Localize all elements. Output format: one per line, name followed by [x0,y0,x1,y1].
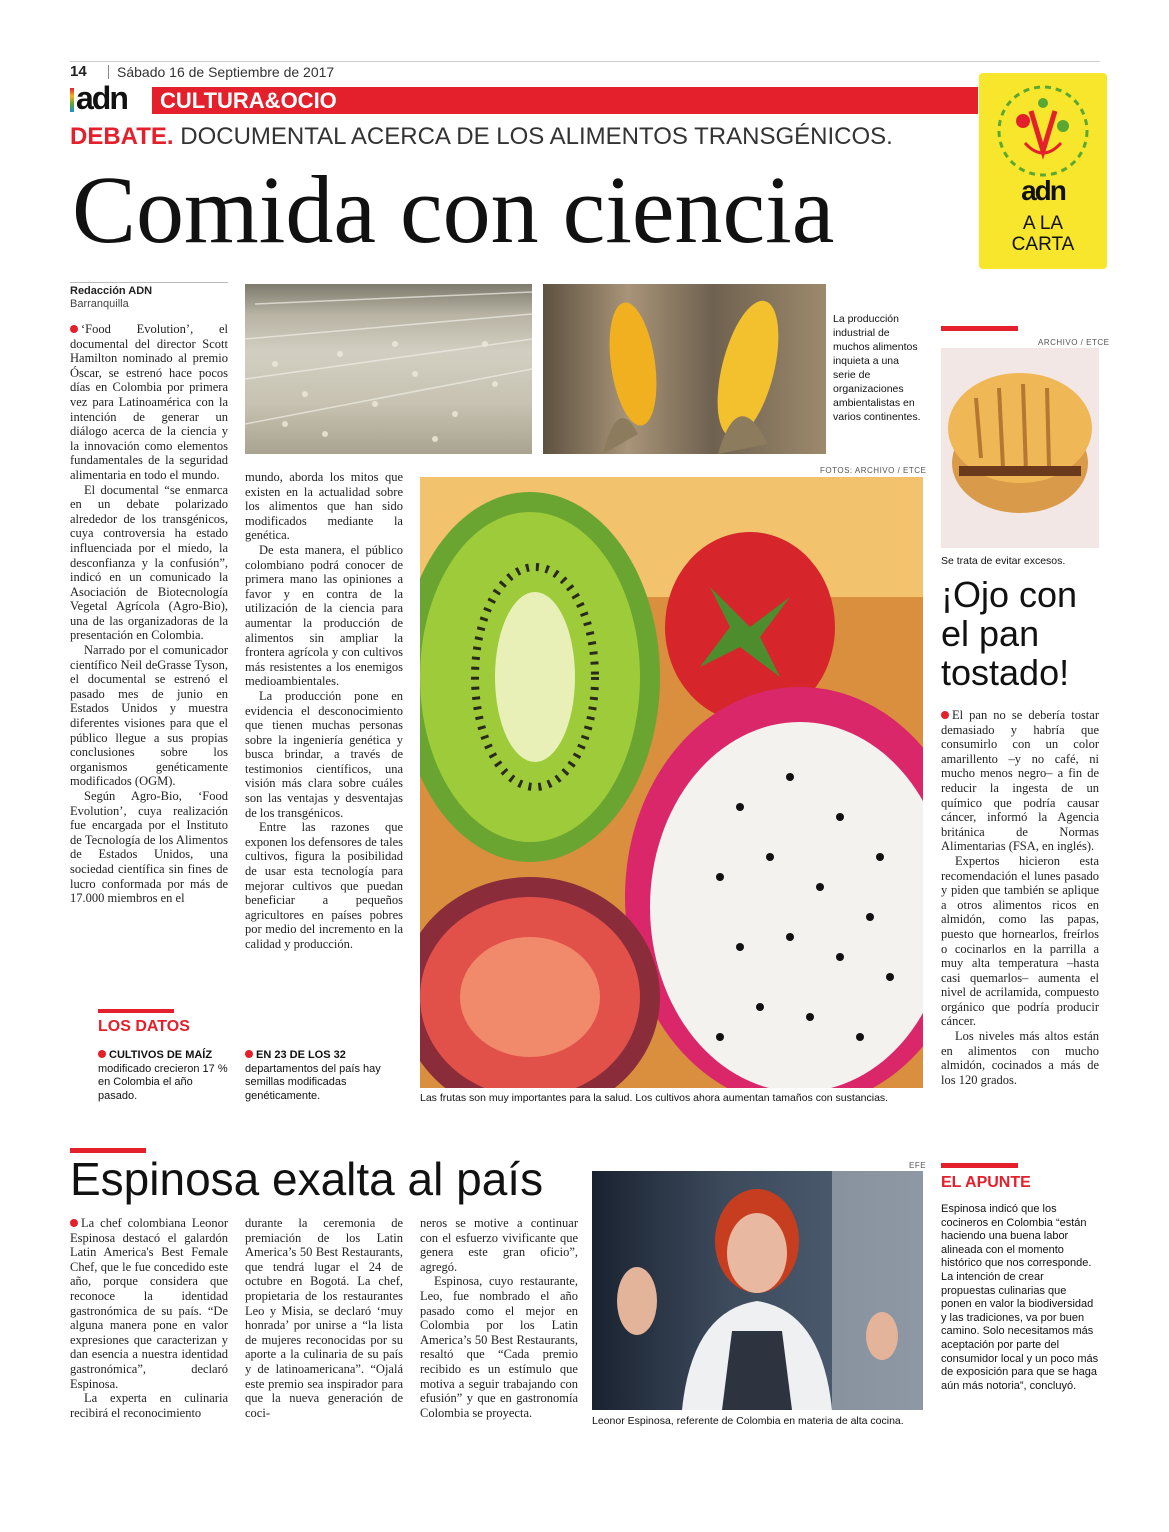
datos-item-2: EN 23 DE LOS 32 departamentos del país hay semillas modificadas genéticamente. [245,1049,381,1102]
farm-texture [245,284,532,454]
bullet-dot-icon [941,711,949,719]
toast-illustration [941,348,1099,548]
side-body [941,708,1099,1087]
kicker-text: DOCUMENTAL ACERCA DE LOS ALIMENTOS TRANSGÉNICOS. [180,123,893,150]
second-paragraph-2: La experta en culinaria recibirá el reconocimiento [70,1391,228,1420]
main-paragraph-5: mundo, aborda los mitos que existen en la actualidad sobre los alimentos que han sido modificados mediante la genética. [245,470,403,543]
corn-illustration [543,284,826,454]
main-paragraph-4: Según Agro-Bio, ‘Food Evolution’, cuya realización fue encargada por el Instituto de Tecnología de los Alimentos de Estados Unidos, una sociedad científica sin fines de lucro conformada por más de 17.000 miembros en el [70,789,228,906]
side-paragraph-3: Los niveles más altos están en alimentos con mucho almidón, cocinados a más de los 120 grados. [941,1029,1099,1087]
second-headline: Espinosa exalta al país [70,1153,544,1205]
poultry-farm-photo [245,284,532,454]
adn-logo [70,80,150,116]
main-paragraph-8: Entre las razones que exponen los defensores de tales cultivos, figura la posibilidad de usar esta tecnología para mejorar cultivos que puedan beneficiar a pequeños agricultores en países pobres por medio del incremento en la calidad y producción. [245,820,403,951]
fruit-photo [420,477,923,1088]
main-paragraph-6: De esta manera, el público colombiano podrá conocer de primera mano las opiniones a favor y en contra de la utilización de la ciencia para aumentar la producción de alimentos sin ampliar la frontera agrícola y con cultivos más resistentes a los enemigos medioambientales. [245,542,403,689]
main-paragraph-1: ‘Food Evolution’, el documental del director Scott Hamilton nominado al premio Óscar, se estrenó hace pocos días en Colombia por primera vez para Latinoamérica con la intención de generar un diálogo acerca de la ciencia y la innovación como elementos fundamentales de la seguridad alimentaria en todo el mundo. [70,322,228,482]
second-column-2 [245,1216,403,1420]
chef-caption: Leonor Espinosa, referente de Colombia en materia de alta cocina. [592,1415,904,1427]
datos-item-1: CULTIVOS DE MAÍZ modificado crecieron 17 % en Colombia el año pasado. [98,1049,228,1102]
main-headline: Comida con ciencia [72,156,835,263]
fruit-illustration [420,477,923,1088]
top-rule [70,61,1100,62]
second-column-3 [420,1216,578,1420]
side-headline: ¡Ojo con el pan tostado! [941,574,1078,693]
main-column-2 [245,470,403,952]
apunte-text: Espinosa indicó que los cocineros en Colombia “están haciendo una buena labor alineada con el momento histórico que nos corresponde. La intención de crear propuestas culinarias que ponen en valor la biodiversidad y las tradiciones, va por buen camino. Solo necesitamos más aceptación por parte del consumidor local y un poco más de exposición para que se haga aún más notoria”, concluyó. [941,1203,1099,1392]
main-paragraph-2: El documental “se enmarca en un debate polarizado alrededor de los transgénicos, cuya controversia ha estado influenciada por el miedo, la desconfianza y la confusión”, indicó en un comunicado la Asociación de Biotecnología Vegetal Agrícola (Agro-Bio), una de las organizadoras de la presentación en Colombia. [70,482,228,643]
toast-photo [941,348,1099,548]
second-paragraph-5: Espinosa, cuyo restaurante, Leo, fue nombrado el año pasado como el mejor en Colombia por los Latin America’s 50 Best Restaurants, resaltó que “Cada premio recibido es un estímulo que motiva a seguir trabajando con efusión” y que en gastronomía Colombia se proyecta. [420,1274,578,1420]
logo-text: adn [76,80,127,116]
section-label: CULTURA&OCIO [160,88,337,113]
bread-photo-credit: ARCHIVO / ETCE [1038,338,1110,347]
corn-photo [543,284,826,454]
second-paragraph-4: neros se motive a continuar con el esfuerzo vivificante que genera este gran oficio”, agregó. [420,1216,578,1274]
issue-date: Sábado 16 de Septiembre de 2017 [117,64,335,80]
page-number: 14 [70,63,87,80]
chef-photo [592,1171,923,1410]
second-column-1 [70,1216,228,1420]
corn-caption: La producción industrial de muchos alimentos inquieta a una serie de organizaciones ambientalistas en varios continentes. [833,313,921,423]
bullet-dot-icon [98,1050,106,1058]
main-column-1 [70,322,228,906]
byline-rule [70,282,228,283]
side-paragraph-2: Expertos hicieron esta recomendación el lunes pasado y piden que también se aplique a otros alimentos ricos en almidón, como las papas, puesto que hornearlos, freírlos o cocinarlos en la parrilla a muy alta temperatura –hasta casi quemarlos– aumenta el nivel de acrilamida, compuesto orgánico que podría producir cáncer. [941,853,1099,1029]
side-paragraph-1: El pan no se debería tostar demasiado y habría que consumirlo con un color amarillento –y no café, ni mucho menos negro– a fin de reducir la ingesta de un químico que podría causar cáncer, informó la Agencia británica de Normas Alimentarias (FSA, en inglés). [941,708,1099,854]
byline: Redacción ADN [70,285,153,297]
logo-color-stripe [70,88,74,112]
datos-title: LOS DATOS [98,1018,190,1035]
badge-line1: A LA [1022,213,1064,234]
toast-caption: Se trata de evitar excesos. [941,555,1066,567]
datos-rule [98,1009,174,1013]
badge-line2: CARTA [1011,234,1075,255]
second-paragraph-1: La chef colombiana Leonor Espinosa destacó el galardón Latin America's Best Female Chef, que le fue concedido este año, porque considera que reconoce la identidad gastronómica de su país. “De alguna manera pone en valor expresiones que caracterizan y dan esencia a nuestra identidad gastronómica”, declaró Espinosa. [70,1216,228,1391]
bullet-dot-icon [70,1219,78,1227]
a-la-carta-badge [979,73,1107,269]
fruit-caption: Las frutas son muy importantes para la salud. Los cultivos ahora aumentan tamaños con sustancias. [420,1092,889,1104]
photos-credit: FOTOS: ARCHIVO / ETCE [820,466,927,475]
chef-photo-credit: EFE [909,1161,927,1170]
chef-illustration [592,1171,923,1410]
bullet-dot-icon [70,325,78,333]
byline-location: Barranquilla [70,298,129,310]
side-rule [941,326,1018,331]
bullet-dot-icon [245,1050,253,1058]
main-paragraph-7: La producción pone en evidencia el desconocimiento que tienen muchas personas sobre la ingeniería genética y busca brindar, a través de testimonios científicos, una visión más clara sobre cuáles son las ventajas y desventajas de los transgénicos. [245,688,403,820]
main-paragraph-3: Narrado por el comunicador científico Neil deGrasse Tyson, el documental se estrenó el pasado mes de junio en Estados Unidos y muestra diferentes visiones para que el público llegue a sus propias conclusiones sobre los organismos genéticamente modificados (OGM). [70,643,228,789]
apunte-title: EL APUNTE [941,1174,1031,1191]
second-paragraph-3: durante la ceremonia de premiación de los Latin America’s 50 Best Restaurants, que tendrá lugar el 24 de octubre en Bogotá. La chef, propietaria de los restaurantes Leo y Misia, se declaró ‘muy honrada’ por unirse a “la lista de mujeres reconocidas por su aporte a la culinaria de su país y de latinoamericana”. “Ojalá este premio sea inspirador para que la nueva generación de coci- [245,1216,403,1420]
kicker [70,123,893,151]
apunte-rule [941,1163,1018,1168]
badge-logo: adn [1021,175,1065,206]
header-divider [108,65,109,79]
kicker-label: DEBATE. [70,123,174,150]
food-illustration-icon [993,81,1093,181]
